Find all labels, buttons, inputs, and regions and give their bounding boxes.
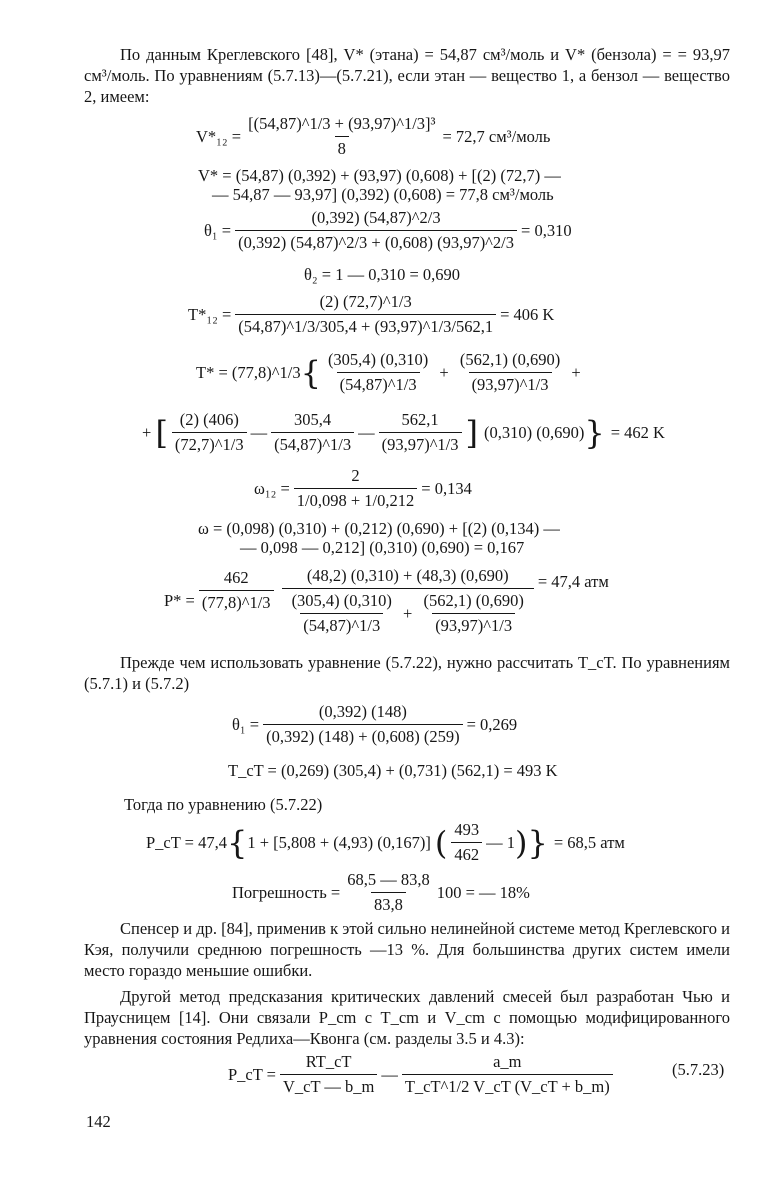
eq-rhs: = 0,134 xyxy=(421,478,472,498)
bracket-open: [ xyxy=(155,413,168,452)
fraction xyxy=(451,820,482,865)
page-number: 142 xyxy=(86,1112,111,1131)
denominator: (93,97)^1/3 xyxy=(432,613,515,636)
equation-tstar-line1 xyxy=(196,350,581,395)
fraction xyxy=(289,591,395,636)
equation-vstar-line1: V* = (54,87) (0,392) + (93,97) (0,608) + [(2) (72,7) — xyxy=(198,166,561,185)
paren-close: ) xyxy=(515,823,528,862)
eq-rhs: = 0,310 xyxy=(521,220,572,240)
minus-sign: — xyxy=(358,422,375,442)
equation-tct: T_cT = (0,269) (305,4) + (0,731) (562,1) = 493 K xyxy=(228,761,558,780)
numerator: (48,2) (0,310) + (48,3) (0,690) xyxy=(306,566,509,585)
denominator: (93,97)^1/3 xyxy=(469,372,552,395)
brace-open: { xyxy=(226,823,248,862)
numerator: 562,1 xyxy=(401,410,439,429)
denominator: (54,87)^1/3/305,4 + (93,97)^1/3/562,1 xyxy=(235,314,496,337)
equation-t12 xyxy=(188,292,554,337)
fraction xyxy=(245,114,438,159)
denominator: 1/0,098 + 1/0,212 xyxy=(294,488,417,511)
denominator: (77,8)^1/3 xyxy=(199,590,274,613)
denominator: (72,7)^1/3 xyxy=(172,432,247,455)
denominator: (93,97)^1/3 xyxy=(379,432,462,455)
brace-open: { xyxy=(300,353,321,392)
denominator xyxy=(282,588,534,636)
numerator: RT_cT xyxy=(305,1052,352,1071)
equation-vstar-line2: — 54,87 — 93,97] (0,392) (0,608) = 77,8 см³/моль xyxy=(212,185,554,204)
fraction xyxy=(325,350,431,395)
denominator: 462 xyxy=(451,842,482,865)
eq-lhs: θ₁ = xyxy=(204,220,232,240)
paragraph-then: Тогда по уравнению (5.7.22) xyxy=(124,795,323,814)
equation-tstar-line2 xyxy=(142,410,665,455)
numerator: (562,1) (0,690) xyxy=(459,350,561,369)
brace-close: } xyxy=(527,823,548,862)
equation-omega12 xyxy=(254,466,472,511)
paragraph-tct-intro: Прежде чем использовать уравнение (5.7.22), нужно рассчитать T_cT. По уравнениям (5.7.1) и (5.7.2) xyxy=(84,653,730,693)
eq-rhs: = 0,269 xyxy=(466,714,518,734)
equation-5-7-23 xyxy=(228,1052,617,1097)
fraction xyxy=(420,591,526,636)
numerator: 493 xyxy=(454,820,480,839)
fraction xyxy=(235,292,496,337)
denominator: T_cT^1/2 V_cT (V_cT + b_m) xyxy=(402,1074,613,1097)
equation-theta1 xyxy=(204,208,572,253)
denominator: (0,392) (54,87)^2/3 + (0,608) (93,97)^2/3 xyxy=(235,230,517,253)
denominator: (54,87)^1/3 xyxy=(337,372,420,395)
equation-theta2: θ₂ = 1 — 0,310 = 0,690 xyxy=(304,265,461,284)
numerator: (562,1) (0,690) xyxy=(423,591,524,610)
denominator: 83,8 xyxy=(371,892,406,915)
fraction xyxy=(172,410,247,455)
numerator: (0,392) (54,87)^2/3 xyxy=(311,208,441,227)
fraction xyxy=(271,410,354,455)
numerator: [(54,87)^1/3 + (93,97)^1/3]³ xyxy=(248,114,436,133)
eq-lhs: T* = (77,8)^1/3 xyxy=(196,362,301,382)
eq-lhs: V*₁₂ = xyxy=(196,126,242,146)
eq-lhs: ω₁₂ = xyxy=(254,478,290,498)
numerator: (305,4) (0,310) xyxy=(291,591,392,610)
equation-omega-line1: ω = (0,098) (0,310) + (0,212) (0,690) + [(2) (0,134) — xyxy=(198,519,560,538)
equation-error xyxy=(232,870,530,915)
eq-lhs: P_cT = xyxy=(228,1064,276,1084)
paragraph-spencer: Спенсер и др. [84], применив к этой сильно нелинейной системе метод Креглевского и Кэя, получили среднюю погрешность —13 %. Для большинства других систем имели место гораздо меньшие ошибки. xyxy=(84,919,730,980)
fraction xyxy=(457,350,563,395)
numerator: a_m xyxy=(493,1052,522,1071)
denominator: V_cT — b_m xyxy=(280,1074,377,1097)
brace-close: } xyxy=(584,413,605,452)
minus-sign: — xyxy=(250,422,268,442)
numerator: 2 xyxy=(351,466,360,485)
numerator: (2) (72,7)^1/3 xyxy=(319,292,412,311)
denominator: (0,392) (148) + (0,608) (259) xyxy=(263,724,463,747)
eq-lhs: T*₁₂ = xyxy=(188,304,232,324)
paragraph-chueh: Другой метод предсказания критических давлений смесей был разработан Чью и Праусницем [14]. Они связали P_cm с T_cm и V_cm с помощью модифицированного уравнения состояния Редлиха—Квонга (см. разделы 3.5 и 4.3): xyxy=(84,987,730,1048)
eq-rhs: 100 = — 18% xyxy=(436,882,530,902)
equation-v12 xyxy=(196,114,550,159)
fraction xyxy=(282,566,534,636)
equation-theta1-second xyxy=(232,702,517,747)
fraction xyxy=(402,1052,613,1097)
fraction xyxy=(280,1052,377,1097)
paragraph-intro: По данным Креглевского [48], V* (этана) = 54,87 см³/моль и V* (бензола) = = 93,97 см³/моль. По уравнениям (5.7.13)—(5.7.21), если этан — вещество 1, а бензол — вещество 2, имеем: xyxy=(84,45,730,106)
plus-sign: + xyxy=(567,362,581,382)
bracket-close: ] xyxy=(465,413,479,452)
numerator: (2) (406) xyxy=(179,410,239,429)
plus-sign: + xyxy=(142,422,156,442)
eq-middle: 1 + [5,808 + (4,93) (0,167)] xyxy=(247,832,431,852)
fraction xyxy=(235,208,517,253)
fraction xyxy=(199,568,274,613)
eq-tail: (0,310) (0,690) xyxy=(484,422,585,442)
eq-lhs: P_cT = 47,4 xyxy=(146,832,227,852)
paren-open: ( xyxy=(434,823,448,862)
equation-pct xyxy=(146,820,625,865)
denominator: 8 xyxy=(335,136,349,159)
equation-pstar xyxy=(164,566,609,636)
eq-lhs: Погрешность = xyxy=(232,882,341,902)
denominator: (54,87)^1/3 xyxy=(300,613,383,636)
eq-rhs: = 47,4 атм xyxy=(537,572,609,591)
equation-omega-line2: — 0,098 — 0,212] (0,310) (0,690) = 0,167 xyxy=(240,538,525,557)
numerator: (0,392) (148) xyxy=(318,702,407,721)
eq-lhs: θ₁ = xyxy=(232,714,260,734)
eq-lhs: P* = xyxy=(164,591,195,610)
plus-sign: + xyxy=(398,603,417,623)
eq-rhs: = 72,7 см³/моль xyxy=(442,126,551,146)
denominator: (54,87)^1/3 xyxy=(271,432,354,455)
minus-sign: — xyxy=(381,1064,398,1084)
eq-rhs: = 68,5 атм xyxy=(553,832,625,852)
eq-rhs: = 406 K xyxy=(500,304,555,324)
fraction xyxy=(294,466,417,511)
numerator: (305,4) (0,310) xyxy=(327,350,429,369)
eq-rhs: = 462 K xyxy=(610,422,665,442)
numerator: 305,4 xyxy=(294,410,332,429)
numerator: 68,5 — 83,8 xyxy=(347,870,430,889)
fraction xyxy=(344,870,433,915)
numerator: 462 xyxy=(223,568,249,587)
fraction xyxy=(263,702,463,747)
plus-sign: + xyxy=(435,362,453,382)
eq-tail: — 1 xyxy=(486,832,516,852)
fraction xyxy=(379,410,462,455)
equation-number: (5.7.23) xyxy=(672,1060,725,1079)
